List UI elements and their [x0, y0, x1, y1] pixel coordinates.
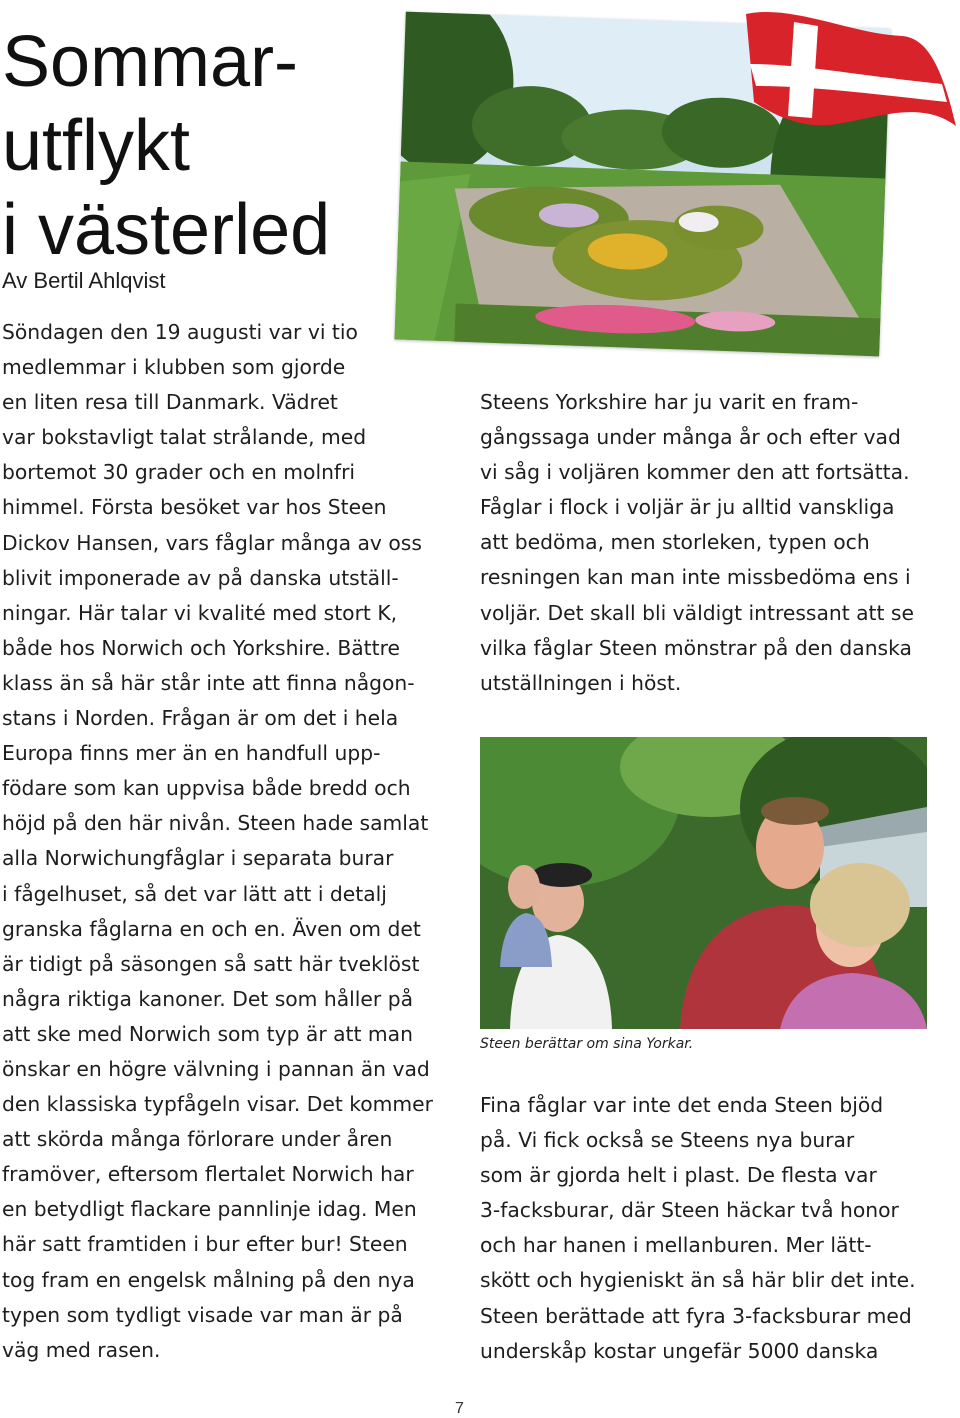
text-line: gångssaga under många år och efter vad	[480, 425, 901, 450]
article-title	[2, 20, 330, 272]
photo-caption: Steen berättar om sina Yorkar.	[480, 1036, 694, 1052]
text-line: stans i Norden. Frågan är om det i hela	[2, 706, 399, 731]
text-line: var bokstavligt talat strålande, med	[2, 425, 367, 450]
text-line: både hos Norwich och Yorkshire. Bättre	[2, 635, 400, 660]
text-line: som är gjorda helt i plast. De flesta var	[480, 1163, 877, 1188]
text-line: resningen kan man inte missbedöma ens i	[480, 565, 911, 590]
text-line: ningar. Här talar vi kvalité med stort K,	[2, 600, 398, 625]
text-line: Europa finns mer än en handfull upp-	[2, 741, 381, 766]
text-line: 3-facksburar, där Steen häckar två honor	[480, 1198, 899, 1223]
text-line: framöver, eftersom flertalet Norwich har	[2, 1162, 414, 1187]
people-photo	[480, 737, 927, 1029]
text-line: himmel. Första besöket var hos Steen	[2, 495, 387, 520]
text-line: den klassiska typfågeln visar. Det kommer	[2, 1092, 433, 1117]
text-line: Fåglar i flock i voljär är ju alltid vanskliga	[480, 495, 895, 520]
text-line: är tidigt på säsongen så satt här tveklöst	[2, 951, 420, 976]
text-line: några riktiga kanoner. Det som håller på	[2, 986, 413, 1011]
text-line: höjd på den här nivån. Steen hade samlat	[2, 811, 429, 836]
text-line: och har hanen i mellanburen. Mer lätt-	[480, 1233, 872, 1258]
text-line: utställningen i höst.	[480, 670, 682, 695]
text-line: typen som tydligt visade var man är på	[2, 1302, 403, 1327]
text-line: bortemot 30 grader och en molnfri	[2, 460, 356, 485]
text-line: Dickov Hansen, vars fåglar många av oss	[2, 530, 422, 555]
text-line: Söndagen den 19 augusti var vi tio	[2, 320, 358, 344]
text-line: här satt framtiden i bur efter bur! Steen	[2, 1232, 408, 1257]
right-column-top	[480, 385, 950, 701]
title-line: i västerled	[2, 190, 331, 270]
text-line: i fågelhuset, så det var lätt att i detalj	[2, 881, 387, 906]
text-line: alla Norwichungfåglar i separata burar	[2, 846, 394, 871]
text-line: på. Vi fick också se Steens nya burar	[480, 1128, 855, 1153]
text-line: klass än så här står inte att finna någon-	[2, 670, 415, 695]
text-line: att bedöma, men storleken, typen och	[480, 530, 870, 555]
text-line: vi såg i voljären kommer den att fortsätta.	[480, 460, 910, 485]
text-line: en betydligt flackare pannlinje idag. Men	[2, 1197, 417, 1222]
text-line: skött och hygieniskt än så här blir det inte.	[480, 1268, 916, 1293]
danish-flag-icon	[742, 6, 960, 146]
text-line: medlemmar i klubben som gjorde	[2, 355, 346, 380]
text-line: tog fram en engelsk målning på den nya	[2, 1267, 415, 1292]
text-line: önskar en högre välvning i pannan än vad	[2, 1056, 430, 1081]
title-line: utflykt	[2, 106, 191, 186]
page-number: 7	[455, 1400, 464, 1417]
text-line: att skörda många förlorare under åren	[2, 1127, 393, 1152]
text-line: väg med rasen.	[2, 1337, 161, 1362]
text-line: Steens Yorkshire har ju varit en fram-	[480, 390, 859, 414]
text-line: voljär. Det skall bli väldigt intressant att se	[480, 600, 914, 625]
text-line: att ske med Norwich som typ är att man	[2, 1021, 413, 1046]
right-column-bottom	[480, 1088, 950, 1369]
text-line: Steen berättade att fyra 3-facksburar med	[480, 1303, 912, 1328]
left-column	[2, 315, 452, 1368]
text-line: en liten resa till Danmark. Vädret	[2, 390, 338, 415]
text-line: födare som kan uppvisa både bredd och	[2, 776, 411, 801]
title-line: Sommar-	[2, 22, 299, 102]
text-line: Fina fåglar var inte det enda Steen bjöd	[480, 1093, 884, 1117]
text-line: vilka fåglar Steen mönstrar på den danska	[480, 635, 912, 660]
byline: Av Bertil Ahlqvist	[2, 268, 166, 293]
text-line: underskåp kostar ungefär 5000 danska	[480, 1338, 879, 1363]
text-line: blivit imponerade av på danska utställ-	[2, 565, 399, 590]
text-line: granska fåglarna en och en. Även om det	[2, 916, 421, 941]
